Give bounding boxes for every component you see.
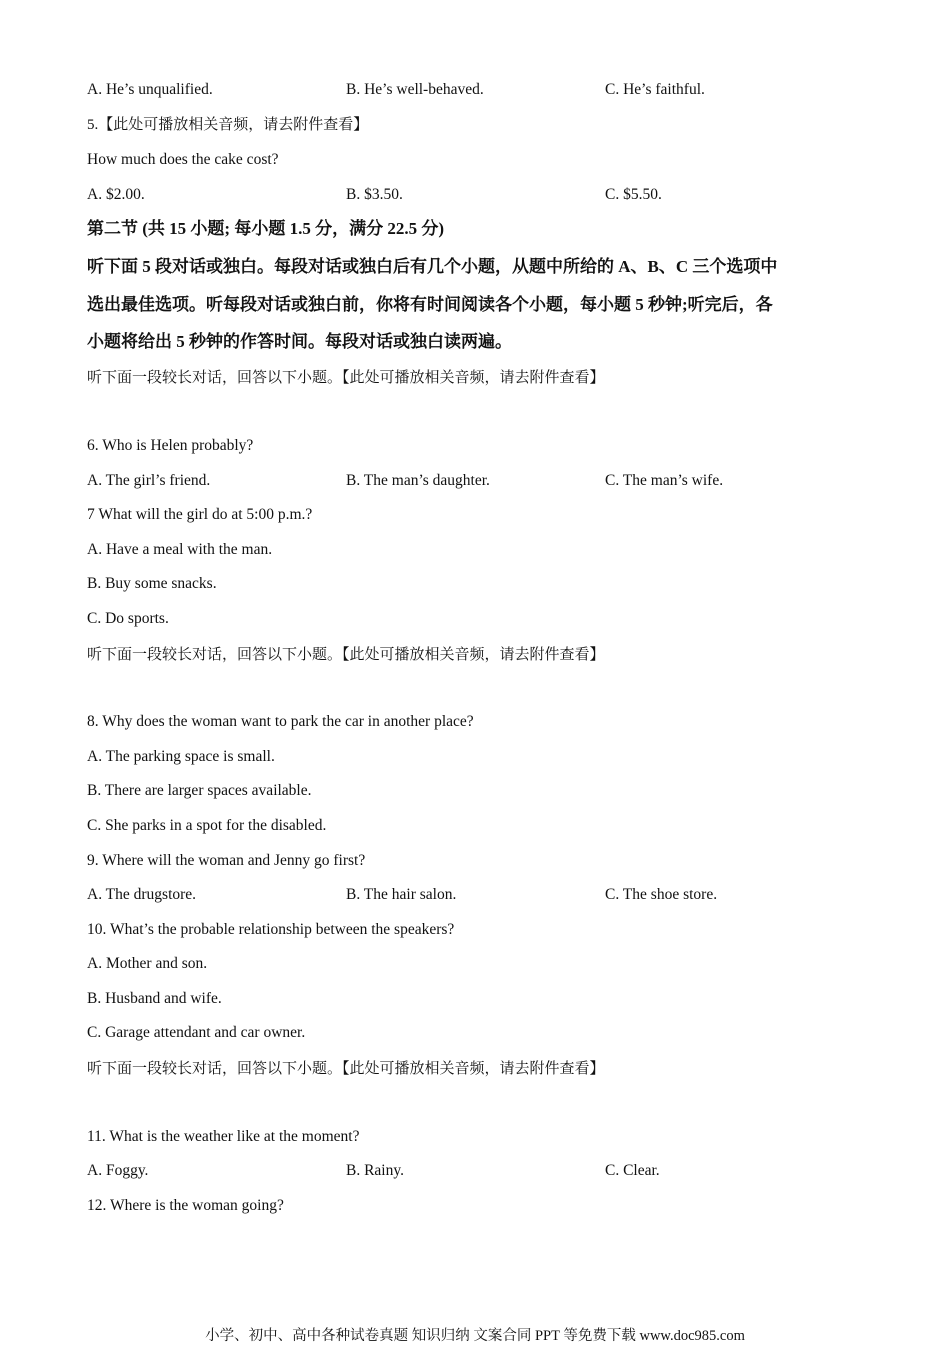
dialog-prompt-2: 听下面一段较长对话，回答以下小题。【此处可播放相关音频，请去附件查看】 — [87, 647, 605, 663]
q9-option-b: B. The hair salon. — [346, 886, 457, 903]
q10-option-c: C. Garage attendant and car owner. — [87, 1024, 306, 1041]
q8-option-c: C. She parks in a spot for the disabled. — [87, 817, 327, 834]
page-footer: 小学、初中、高中各种试卷真题 知识归纳 文案合同 PPT 等免费下载 www.doc985.com — [205, 1328, 745, 1344]
q4-option-b: B. He’s well-behaved. — [346, 81, 484, 98]
q7-option-a: A. Have a meal with the man. — [87, 541, 273, 558]
q6-question: 6. Who is Helen probably? — [87, 437, 254, 454]
q7-option-b: B. Buy some snacks. — [87, 575, 217, 592]
q4-option-a: A. He’s unqualified. — [87, 81, 213, 98]
q9-option-c: C. The shoe store. — [605, 886, 718, 903]
q11-option-a: A. Foggy. — [87, 1162, 149, 1179]
q5-option-a: A. $2.00. — [87, 186, 145, 203]
q8-question: 8. Why does the woman want to park the car in another place? — [87, 713, 474, 730]
q10-question: 10. What’s the probable relationship between the speakers? — [87, 921, 455, 938]
q4-option-c: C. He’s faithful. — [605, 81, 705, 98]
q11-question: 11. What is the weather like at the moment? — [87, 1128, 360, 1145]
q8-option-a: A. The parking space is small. — [87, 748, 275, 765]
dialog-prompt-3: 听下面一段较长对话，回答以下小题。【此处可播放相关音频，请去附件查看】 — [87, 1061, 605, 1077]
q5-option-b: B. $3.50. — [346, 186, 403, 203]
q9-question: 9. Where will the woman and Jenny go first? — [87, 852, 366, 869]
section2-instruction-line-1: 听下面 5 段对话或独白。每段对话或独白后有几个小题，从题中所给的 A、B、C 三个选项中 — [87, 257, 778, 276]
section2-instruction-line-3: 小题将给出 5 秒钟的作答时间。每段对话或独白读两遍。 — [87, 332, 512, 351]
q6-option-c: C. The man’s wife. — [605, 472, 724, 489]
q10-option-a: A. Mother and son. — [87, 955, 208, 972]
q7-question: 7 What will the girl do at 5:00 p.m.? — [87, 506, 313, 523]
q11-option-b: B. Rainy. — [346, 1162, 404, 1179]
q6-option-a: A. The girl’s friend. — [87, 472, 211, 489]
section2-instruction-line-2: 选出最佳选项。听每段对话或独白前，你将有时间阅读各个小题，每小题 5 秒钟;听完后，各 — [87, 295, 773, 314]
q6-option-b: B. The man’s daughter. — [346, 472, 490, 489]
q10-option-b: B. Husband and wife. — [87, 990, 222, 1007]
dialog-prompt-1: 听下面一段较长对话，回答以下小题。【此处可播放相关音频，请去附件查看】 — [87, 370, 605, 386]
q5-question: How much does the cake cost? — [87, 151, 279, 168]
q5-option-c: C. $5.50. — [605, 186, 662, 203]
q12-question: 12. Where is the woman going? — [87, 1197, 284, 1214]
q9-option-a: A. The drugstore. — [87, 886, 197, 903]
section2-title: 第二节 (共 15 小题; 每小题 1.5 分，满分 22.5 分) — [87, 219, 444, 238]
q8-option-b: B. There are larger spaces available. — [87, 782, 312, 799]
q5-audio-note: 5.【此处可播放相关音频，请去附件查看】 — [87, 117, 369, 133]
q7-option-c: C. Do sports. — [87, 610, 169, 627]
q11-option-c: C. Clear. — [605, 1162, 660, 1179]
